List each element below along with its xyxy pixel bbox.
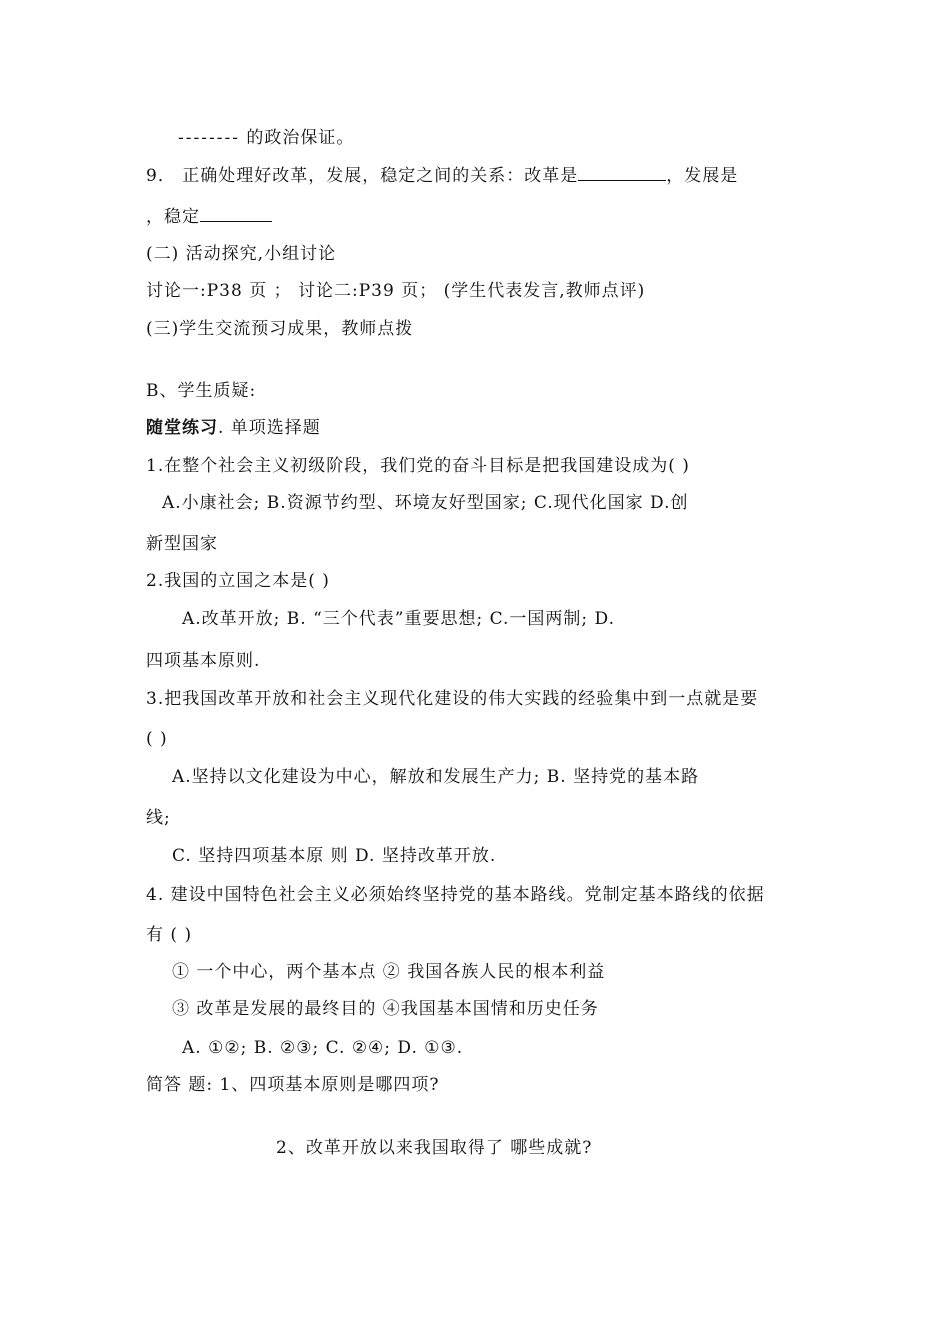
section-2-discussion: 讨论一:P38 页 ； 讨论二:P39 页； (学生代表发言,教师点评) [146, 281, 646, 301]
practice-heading-rest: . 单项选择题 [218, 418, 321, 438]
continuation-line [178, 127, 354, 149]
question-1-options: A.小康社会; B.资源节约型、环境友好型国家; C.现代化国家 D.创 [162, 493, 689, 513]
question-3-options-ab-cont: 线; [146, 808, 171, 828]
section-2-title: (二) 活动探究,小组讨论 [146, 244, 337, 264]
short-answer-1: 简答 题: 1、四项基本原则是哪四项? [146, 1075, 440, 1095]
dash-blank: -------- [178, 128, 240, 148]
question-2-options: A.改革开放; B. “三个代表”重要思想; C.一国两制; D. [182, 609, 615, 629]
question-9 [146, 164, 738, 187]
question-3-options-cd: C. 坚持四项基本原 则 D. 坚持改革开放. [172, 846, 497, 866]
question-9-mid: ，发展是 [666, 166, 739, 186]
question-4-items-2: ③ 改革是发展的最终目的 ④我国基本国情和历史任务 [172, 999, 599, 1019]
question-1-options-cont: 新型国家 [146, 534, 218, 554]
question-2-options-cont: 四项基本原则. [146, 651, 261, 671]
short-answer-2: 2、改革开放以来我国取得了 哪些成就? [276, 1138, 593, 1158]
continuation-text: 的政治保证。 [246, 128, 355, 148]
practice-heading [146, 417, 321, 439]
question-3-options-ab: A.坚持以文化建设为中心，解放和发展生产力; B. 坚持党的基本路 [172, 767, 700, 787]
question-1: 1.在整个社会主义初级阶段，我们党的奋斗目标是把我国建设成为( ) [146, 456, 690, 476]
question-9-cont-prefix: ，稳定 [146, 207, 200, 227]
section-3-title: (三)学生交流预习成果，教师点拨 [146, 319, 414, 339]
question-3: 3.把我国改革开放和社会主义现代化建设的伟大实践的经验集中到一点就是要 [146, 689, 759, 709]
question-3-paren: ( ) [146, 729, 168, 749]
question-4-cont: 有 ( ) [146, 925, 193, 945]
answer-blank [200, 205, 272, 222]
question-4: 4. 建设中国特色社会主义必须始终坚持党的基本路线。党制定基本路线的依据 [146, 885, 765, 905]
question-4-items-1: ① 一个中心，两个基本点 ② 我国各族人民的根本利益 [172, 962, 606, 982]
answer-blank [578, 164, 666, 181]
question-9-prefix: 9． 正确处理好改革，发展，稳定之间的关系：改革是 [146, 166, 579, 186]
question-9-continued [146, 205, 272, 228]
section-b-title: B、学生质疑: [146, 381, 257, 401]
question-4-options: A. ①②; B. ②③; C. ②④; D. ①③. [182, 1038, 464, 1058]
question-2: 2.我国的立国之本是( ) [146, 571, 330, 591]
practice-heading-bold: 随堂练习 [146, 418, 218, 438]
